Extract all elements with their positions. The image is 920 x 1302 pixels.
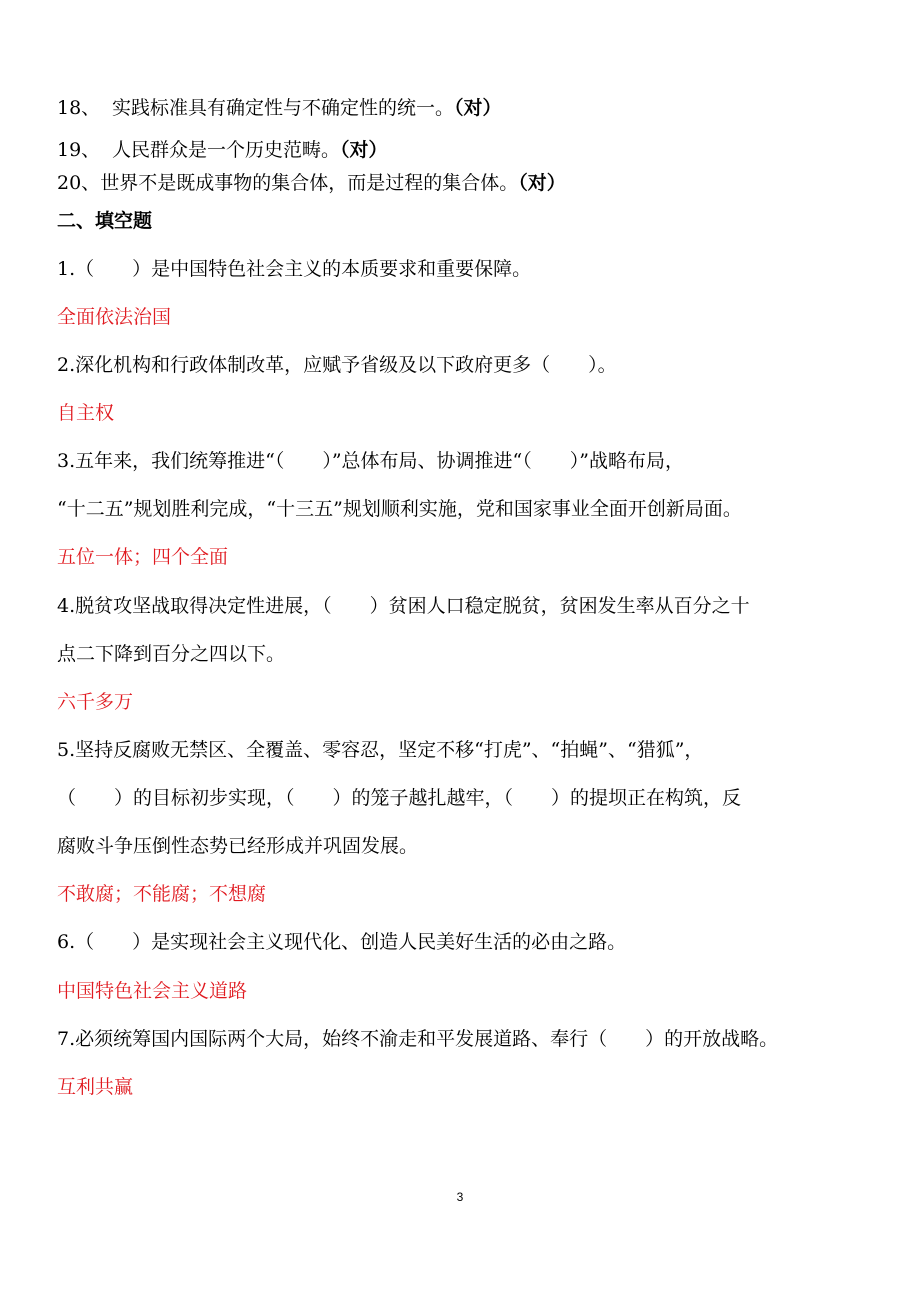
question-line: 5.坚持反腐败无禁区、全覆盖、零容忍，坚定不移“打虎”、“拍蝇”、“猎狐”， xyxy=(57,739,704,761)
question-line: 2.深化机构和行政体制改革，应赋予省级及以下政府更多（ ）。 xyxy=(57,354,617,376)
answer-mark: （对） xyxy=(454,97,502,119)
answer-mark: （对） xyxy=(518,172,566,194)
answer-text: 六千多万 xyxy=(57,691,134,713)
item-text: 实践标准具有确定性与不确定性的统一。 xyxy=(112,97,455,119)
answer-text: 全面依法治国 xyxy=(57,306,172,328)
tf-item xyxy=(57,138,388,162)
page-number: 3 xyxy=(456,1190,464,1204)
section-title: 二、填空题 xyxy=(57,210,153,232)
item-number: 18、 xyxy=(57,97,101,119)
item-text: 人民群众是一个历史范畴。 xyxy=(112,139,341,161)
answer-text: 五位一体；四个全面 xyxy=(57,546,229,568)
answer-text: 中国特色社会主义道路 xyxy=(57,980,248,1002)
answer-mark: （对） xyxy=(340,139,388,161)
answer-text: 自主权 xyxy=(57,402,115,424)
question-line: 3.五年来，我们统筹推进“（ ）”总体布局、协调推进“（ ）”战略布局， xyxy=(57,450,684,472)
question-line: 1.（ ）是中国特色社会主义的本质要求和重要保障。 xyxy=(57,258,532,280)
item-text: 世界不是既成事物的集合体，而是过程的集合体。 xyxy=(100,172,519,194)
question-line: （ ）的目标初步实现，（ ）的笼子越扎越牢，（ ）的提坝正在构筑，反 xyxy=(57,787,742,809)
question-line: 腐败斗争压倒性态势已经形成并巩固发展。 xyxy=(57,835,419,857)
answer-text: 互利共赢 xyxy=(57,1076,134,1098)
question-line: 7.必须统筹国内国际两个大局，始终不渝走和平发展道路、奉行（ ）的开放战略。 xyxy=(57,1028,779,1050)
tf-item xyxy=(57,171,566,195)
tf-item xyxy=(57,96,502,120)
item-number: 20、 xyxy=(57,172,101,194)
question-line: 4.脱贫攻坚战取得决定性进展，（ ）贫困人口稳定脱贫，贫困发生率从百分之十 xyxy=(57,595,750,617)
question-line: “十二五”规划胜利完成，“十三五”规划顺利实施，党和国家事业全面开创新局面。 xyxy=(57,498,742,520)
answer-text: 不敢腐；不能腐；不想腐 xyxy=(57,883,267,905)
question-line: 6.（ ）是实现社会主义现代化、创造人民美好生活的必由之路。 xyxy=(57,931,627,953)
item-number: 19、 xyxy=(57,139,101,161)
question-line: 点二下降到百分之四以下。 xyxy=(57,643,286,665)
